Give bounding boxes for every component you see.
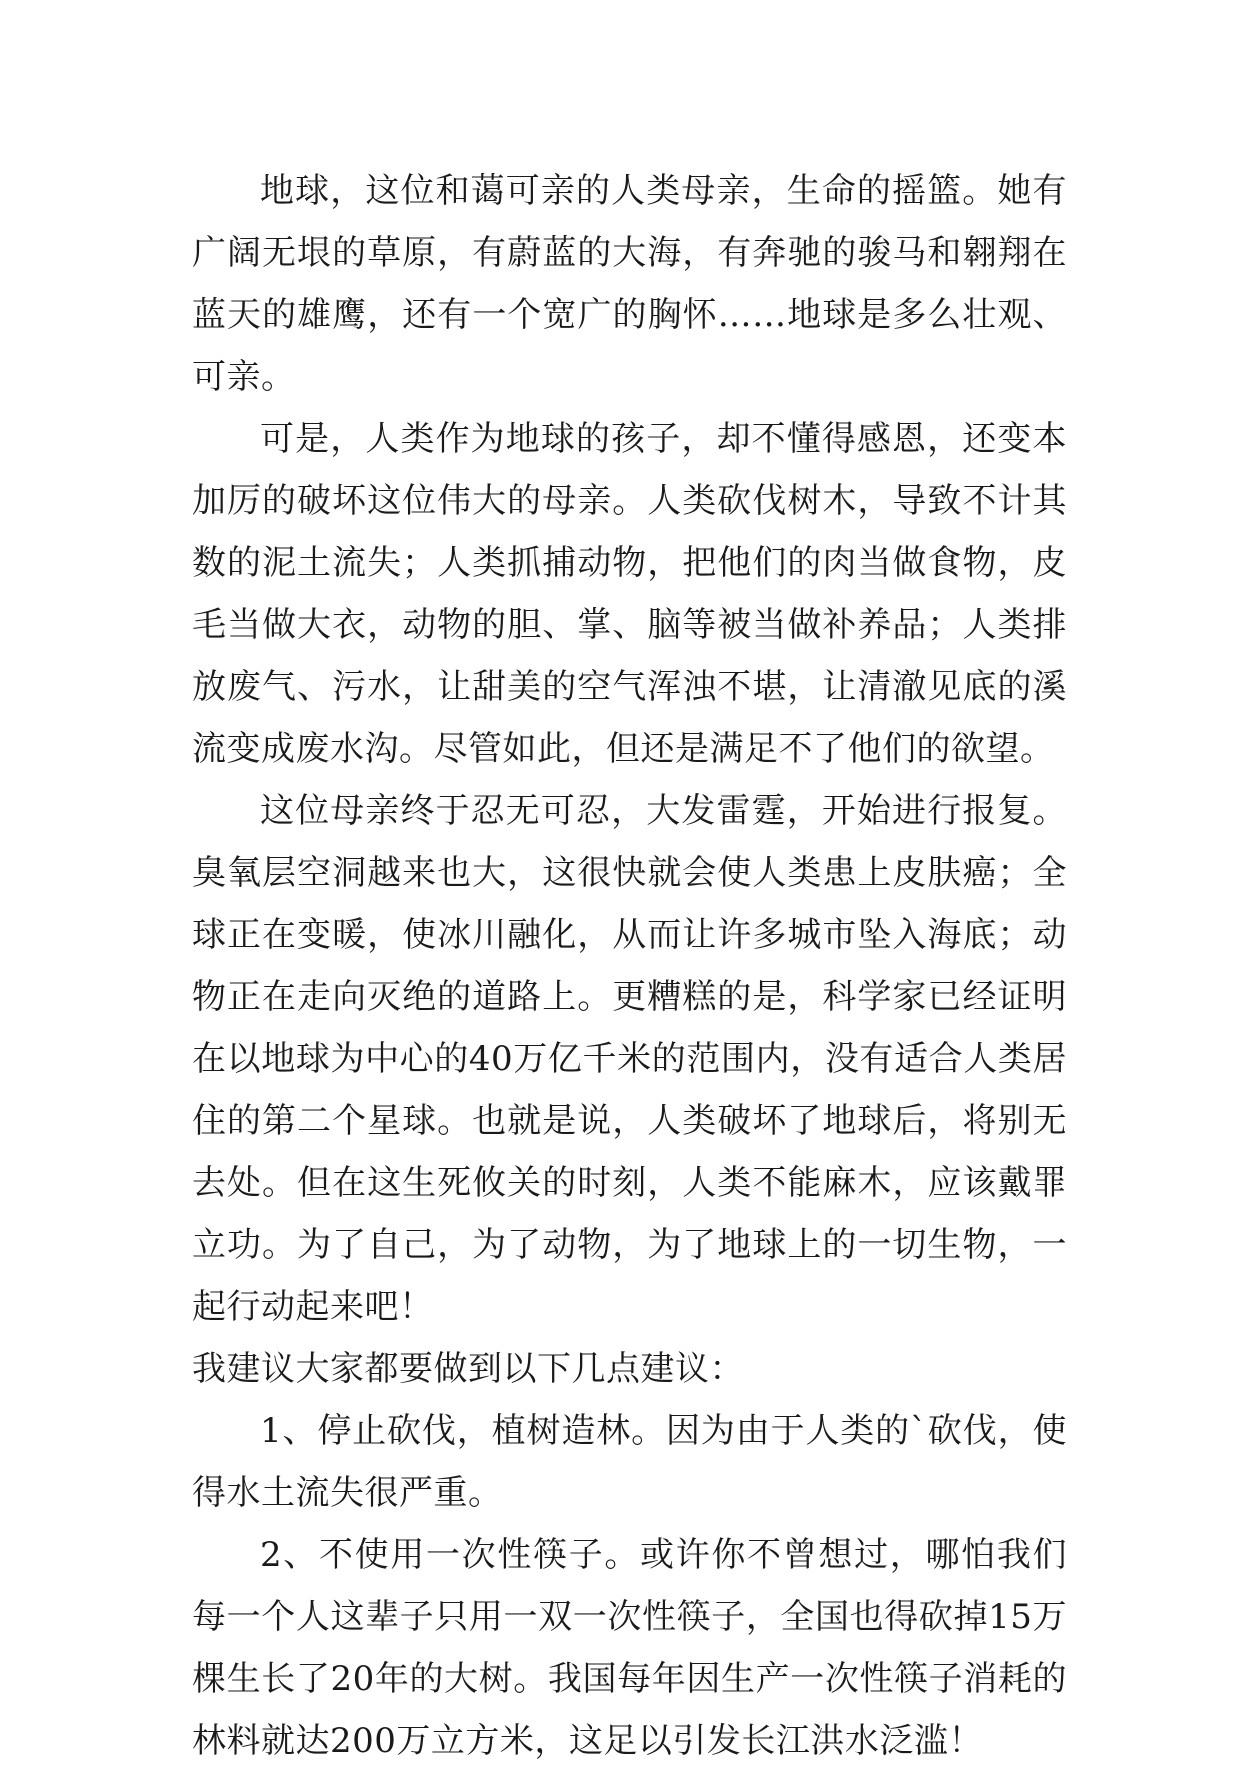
- paragraph-human-destruction: 可是，人类作为地球的孩子，却不懂得感恩，还变本加厉的破坏这位伟大的母亲。人类砍伐树木，导致不计其数的泥土流失；人类抓捕动物，把他们的肉当做食物，皮毛当做大衣，动物的胆、掌、脑等被当做补养品；人类排放废气、污水，让甜美的空气浑浊不堪，让清澈见底的溪流变成废水沟。尽管如此，但还是满足不了他们的欲望。: [192, 419, 1067, 769]
- paragraph-earth-intro: 地球，这位和蔼可亲的人类母亲，生命的摇篮。她有广阔无垠的草原，有蔚蓝的大海，有奔驰的骏马和翱翔在蓝天的雄鹰，还有一个宽广的胸怀……地球是多么壮观、可亲。: [192, 171, 1067, 397]
- paragraph-suggestion-lead: 我建议大家都要做到以下几点建议：: [192, 1349, 744, 1389]
- paragraph-earth-revenge: 这位母亲终于忍无可忍，大发雷霆，开始进行报复。臭氧层空洞越来也大，这很快就会使人类患上皮肤癌；全球正在变暖，使冰川融化，从而让许多城市坠入海底；动物正在走向灭绝的道路上。更糟糕的是，科学家已经证明在以地球为中心的40万亿千米的范围内，没有适合人类居住的第二个星球。也就是说，人类破坏了地球后，将别无去处。但在这生死攸关的时刻，人类不能麻木，应该戴罪立功。为了自己，为了动物，为了地球上的一切生物，一起行动起来吧！: [192, 791, 1067, 1327]
- document-body: [192, 160, 1067, 1772]
- paragraph-suggestion-2: 2、不使用一次性筷子。或许你不曾想过，哪怕我们每一个人这辈子只用一双一次性筷子，全国也得砍掉15万棵生长了20年的大树。我国每年因生产一次性筷子消耗的林料就达200万立方米，这足以引发长江洪水泛滥！: [192, 1535, 1067, 1761]
- paragraph-suggestion-1: 1、停止砍伐，植树造林。因为由于人类的`砍伐，使得水土流失很严重。: [192, 1411, 1067, 1513]
